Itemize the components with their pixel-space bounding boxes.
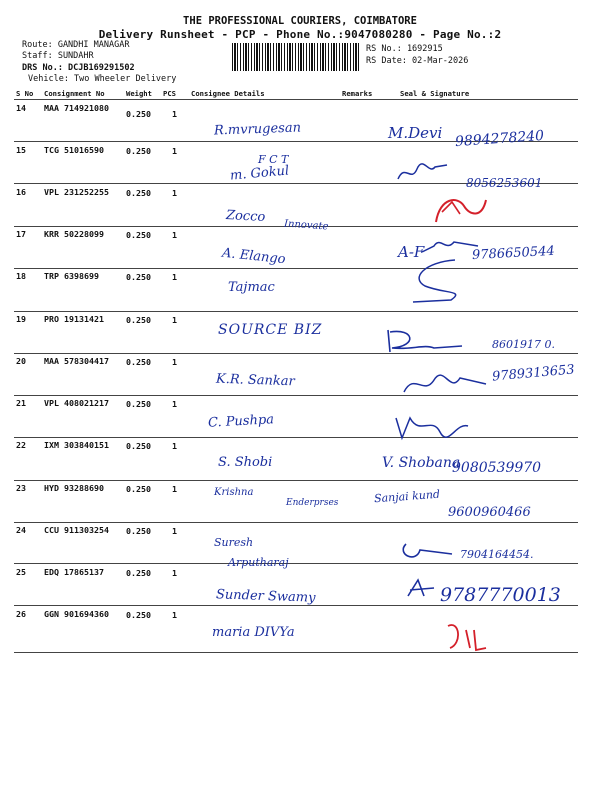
signature-name: M.Devi	[388, 124, 443, 142]
row-consignment: MAA 578304417	[44, 356, 109, 366]
drs-label	[22, 63, 135, 73]
runsheet-title: Delivery Runsheet - PCP - Phone No.:9047080280 - Page No.:2	[98, 28, 502, 41]
signature-phone: 9787770013	[440, 584, 561, 606]
signature-scribble	[392, 412, 472, 442]
stamp-signature	[440, 618, 490, 658]
staff-label: Staff: SUNDAHR	[22, 51, 94, 61]
signature-phone: 9600960466	[448, 505, 531, 520]
row-weight: 0.250	[126, 146, 151, 156]
signature-scribble	[396, 540, 456, 566]
row-consignment: KRR 50228099	[44, 229, 104, 239]
consignee-handwriting: Zocco	[225, 207, 266, 226]
consignee-note-handwriting: Enderprses	[286, 498, 339, 508]
row-weight: 0.250	[126, 610, 151, 620]
route-label: Route: GANDHI MANAGAR	[22, 40, 130, 50]
signature-scribble	[404, 576, 438, 602]
row-pcs: 1	[172, 272, 177, 282]
row-sno: 26	[16, 609, 26, 619]
signature-phone: 9789313653	[491, 362, 576, 385]
row-weight: 0.250	[126, 357, 151, 367]
col-consignment: Consignment No	[44, 89, 105, 98]
consignee-handwriting: S. Shobi	[218, 455, 273, 470]
row-consignment: TCG 51016590	[44, 145, 104, 155]
company-title: THE PROFESSIONAL COURIERS, COIMBATORE	[183, 15, 417, 27]
table-row	[16, 398, 576, 440]
row-sno: 25	[16, 567, 26, 577]
consignee-handwriting: Sunder Swamy	[215, 587, 316, 606]
row-pcs: 1	[172, 610, 177, 620]
row-consignment: IXM 303840151	[44, 440, 109, 450]
vehicle-label: Vehicle: Two Wheeler Delivery	[28, 74, 177, 84]
row-sno: 15	[16, 145, 26, 155]
consignee-note-handwriting: Innovate	[283, 218, 329, 233]
row-pcs: 1	[172, 188, 177, 198]
row-weight: 0.250	[126, 272, 151, 282]
row-consignment: PRO 19131421	[44, 314, 104, 324]
row-weight: 0.250	[126, 109, 151, 119]
header-rule	[14, 99, 578, 100]
row-sno: 18	[16, 271, 26, 281]
row-divider	[14, 652, 578, 653]
table-row	[16, 271, 576, 313]
stamp-signature	[430, 192, 490, 232]
drs-text: DRS No.: DCJB169291502	[22, 63, 135, 73]
signature-scribble	[405, 256, 475, 306]
rs-date: RS Date: 02-Mar-2026	[366, 56, 469, 66]
signature-phone: 9080539970	[452, 460, 542, 476]
consignee-handwriting: maria DIVYa	[212, 625, 295, 640]
consignee-note-handwriting: Arputharaj	[228, 556, 289, 569]
consignee-handwriting: Suresh	[214, 536, 254, 549]
row-sno: 22	[16, 440, 26, 450]
signature-name: A-F	[398, 243, 425, 261]
row-sno: 16	[16, 187, 26, 197]
signature-phone: 8056253601	[466, 176, 543, 190]
row-consignment: CCU 911303254	[44, 525, 109, 535]
col-remarks: Remarks	[342, 89, 373, 98]
row-weight: 0.250	[126, 568, 151, 578]
consignee-handwriting: Krishna	[214, 487, 254, 498]
rs-number: RS No.: 1692915	[366, 44, 443, 54]
consignee-handwriting: Tajmac	[228, 280, 275, 295]
col-weight: Weight	[126, 89, 152, 98]
row-weight: 0.250	[126, 484, 151, 494]
row-pcs: 1	[172, 357, 177, 367]
consignee-handwriting: R.mvrugesan	[213, 120, 302, 139]
consignee-handwriting: K.R. Sankar	[215, 371, 296, 390]
row-pcs: 1	[172, 568, 177, 578]
col-sno: S No	[16, 89, 34, 98]
row-weight: 0.250	[126, 399, 151, 409]
signature-name: V. Shobana	[382, 455, 461, 471]
row-pcs: 1	[172, 230, 177, 240]
row-pcs: 1	[172, 526, 177, 536]
consignee-handwriting: C. Pushpa	[207, 412, 275, 431]
row-consignment: VPL 231252255	[44, 187, 109, 197]
row-pcs: 1	[172, 399, 177, 409]
row-weight: 0.250	[126, 230, 151, 240]
row-weight: 0.250	[126, 526, 151, 536]
signature-scribble	[384, 326, 464, 356]
row-sno: 17	[16, 229, 26, 239]
row-sno: 24	[16, 525, 26, 535]
signature-scribble	[400, 370, 490, 400]
consignee-handwriting: m. Gokul	[229, 163, 290, 184]
row-sno: 14	[16, 103, 26, 113]
signature-phone: 9894278240	[454, 127, 545, 151]
table-row	[16, 609, 576, 651]
row-consignment: HYD 93288690	[44, 483, 104, 493]
row-consignment: VPL 408021217	[44, 398, 109, 408]
barcode	[232, 43, 360, 71]
signature-phone: 8601917 0.	[492, 338, 555, 351]
row-sno: 20	[16, 356, 26, 366]
row-pcs: 1	[172, 146, 177, 156]
row-consignment: GGN 901694360	[44, 609, 109, 619]
col-pcs: PCS	[163, 89, 176, 98]
signature-scribble	[395, 161, 455, 185]
consignee-note-handwriting: F C T	[258, 153, 289, 166]
row-sno: 23	[16, 483, 26, 493]
signature-name: Sanjai kund	[373, 487, 441, 506]
row-consignment: TRP 6398699	[44, 271, 99, 281]
row-weight: 0.250	[126, 188, 151, 198]
col-seal: Seal & Signature	[400, 89, 470, 98]
row-weight: 0.250	[126, 441, 151, 451]
col-consignee: Consignee Details	[191, 89, 265, 98]
consignee-handwriting: SOURCE BIZ	[218, 322, 323, 338]
signature-phone: 9786650544	[471, 243, 556, 264]
consignee-handwriting: A. Elango	[221, 245, 287, 268]
row-pcs: 1	[172, 484, 177, 494]
row-sno: 19	[16, 314, 26, 324]
row-consignment: MAA 714921080	[44, 103, 109, 113]
row-pcs: 1	[172, 109, 177, 119]
row-pcs: 1	[172, 315, 177, 325]
signature-phone: 7904164454.	[460, 548, 534, 561]
row-sno: 21	[16, 398, 26, 408]
row-pcs: 1	[172, 441, 177, 451]
row-consignment: EDQ 17865137	[44, 567, 104, 577]
row-weight: 0.250	[126, 315, 151, 325]
